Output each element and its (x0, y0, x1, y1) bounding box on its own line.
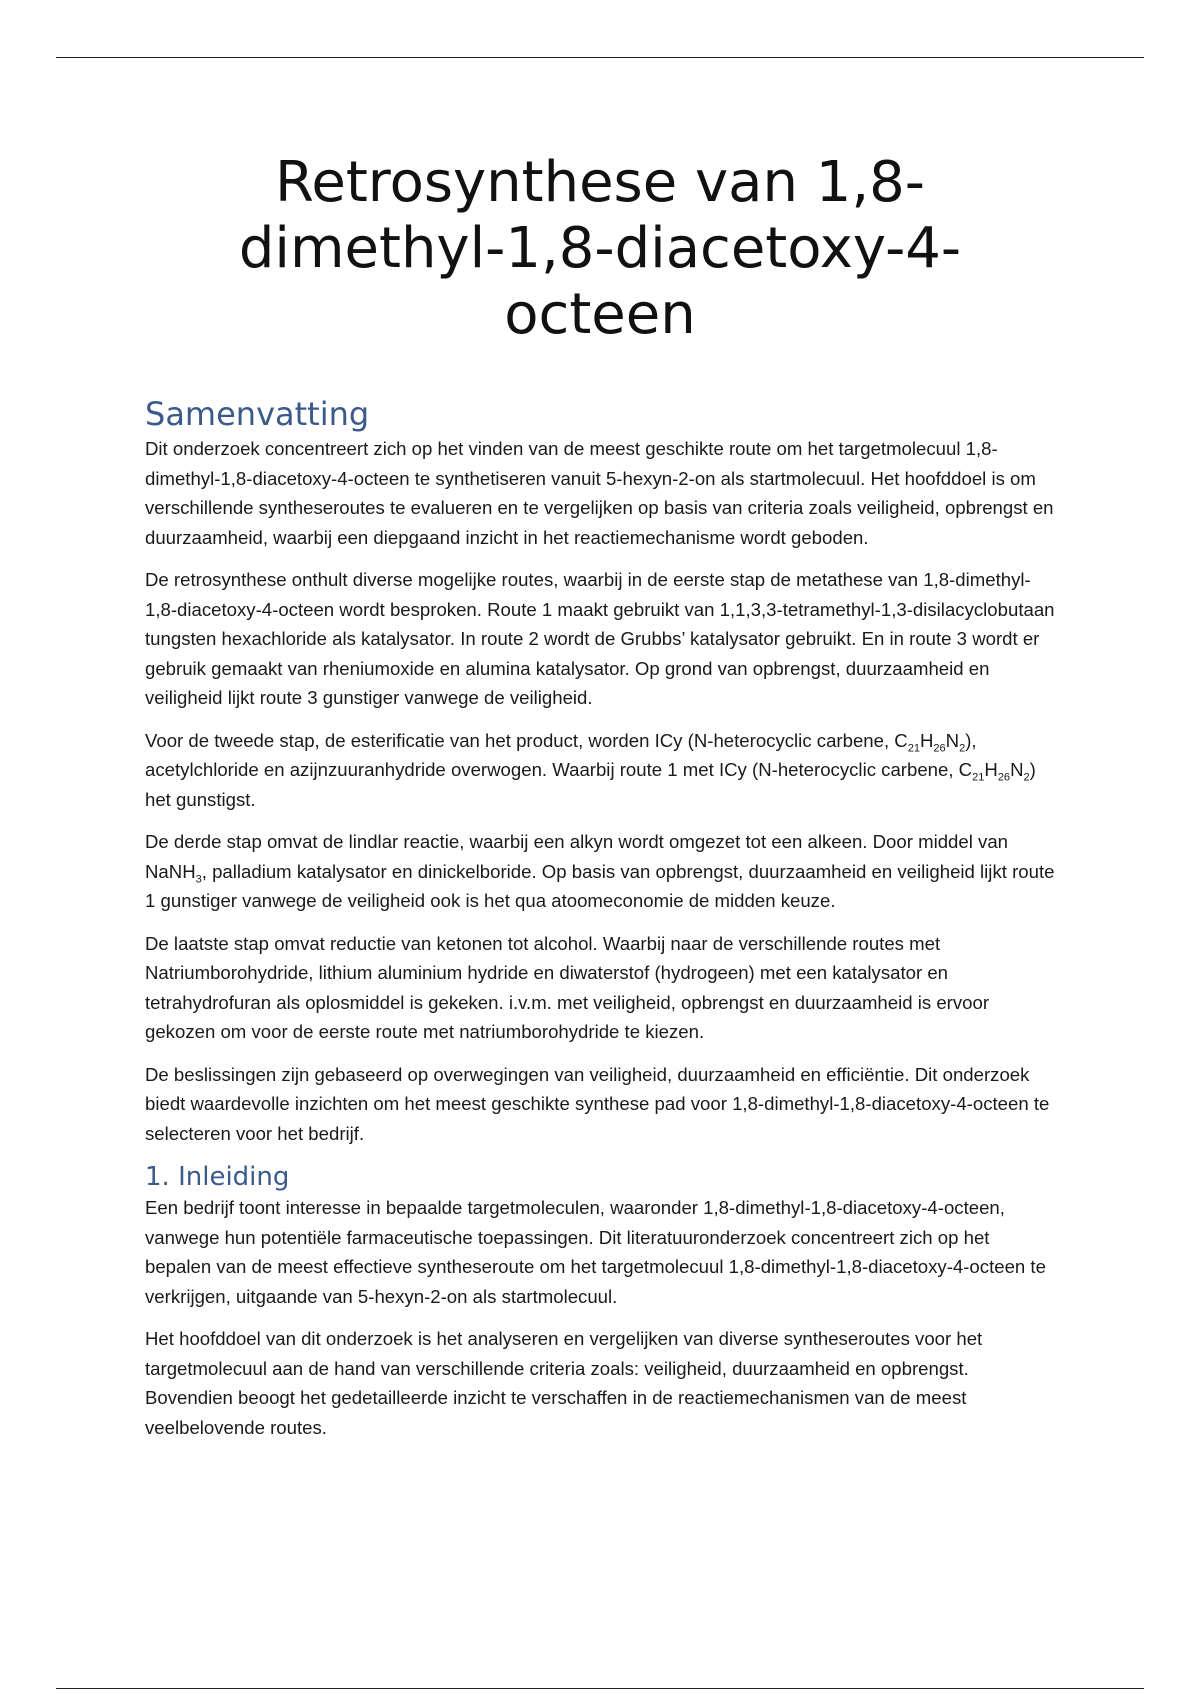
text-fragment: N (945, 729, 960, 751)
text-fragment: ), acetylchloride en azijnzuuranhydride overwogen. Waarbij route 1 met ICy (N-heterocyclic carbene, C (145, 729, 977, 780)
summary-paragraph-1: Dit onderzoek concentreert zich op het vinden van de meest geschikte route om het targetmolecuul 1,8-dimethyl-1,8-diacetoxy-4-octeen te synthetiseren vanuit 5-hexyn-2-on als startmolecuul. Het hoofddoel is om verschillende syntheseroutes te evalueren en te vergelijken op basis van criteria zoals veiligheid, opbrengst en duurzaamheid, waarbij een diepgaand inzicht in het reactiemechanisme wordt geboden. (145, 438, 1054, 548)
text-fragment: H (984, 759, 998, 780)
subscript: 26 (997, 771, 1011, 784)
footer-rule (56, 1688, 1144, 1689)
subscript: 3 (195, 873, 202, 886)
document-body (145, 394, 1057, 1455)
text-fragment: N (1010, 759, 1024, 780)
subscript: 21 (972, 771, 985, 784)
header-rule (56, 57, 1144, 58)
intro-paragraph-1: Een bedrijf toont interesse in bepaalde targetmoleculen, waaronder 1,8-dimethyl-1,8-diacetoxy-4-octeen, vanwege hun potentiële farmaceutische toepassingen. Dit literatuuronderzoek concentreert zich op het bepalen van de meest effectieve syntheseroute om het targetmolecuul 1,8-dimethyl-1,8-diacetoxy-4-octeen te verkrijgen, uitgaande van 5-hexyn-2-on als startmolecuul. (145, 1197, 1046, 1307)
text-fragment: H (919, 729, 934, 751)
subscript: 21 (907, 742, 920, 755)
subscript: 2 (959, 742, 966, 755)
summary-paragraph-4 (145, 827, 1057, 916)
text-fragment: ) het gunstigst. (145, 759, 1036, 810)
summary-paragraph-2: De retrosynthese onthult diverse mogelijke routes, waarbij in de eerste stap de metathese van 1,8-dimethyl-1,8-diacetoxy-4-octeen wordt besproken. Route 1 maakt gebruikt van 1,1,3,3-tetramethyl-1,3-disilacyclobutaan tungsten hexachloride als katalysator. In route 2 wordt de Grubbs’ katalysator gebruikt. En in route 3 wordt er gebruik gemaakt van rheniumoxide en alumina katalysator. Op grond van opbrengst, duurzaamheid en veiligheid lijkt route 3 gunstiger vanwege de veiligheid. (145, 569, 1055, 708)
text-fragment: Voor de tweede stap, de esterificatie van het product, worden ICy (N-heterocyclic carbene, C (145, 729, 908, 751)
summary-paragraph-6: De beslissingen zijn gebaseerd op overwegingen van veiligheid, duurzaamheid en efficiëntie. Dit onderzoek biedt waardevolle inzichten om het meest geschikte synthese pad voor 1,8-dimethyl-1,8-diacetoxy-4-octeen te selecteren voor het bedrijf. (145, 1063, 1050, 1144)
subscript: 2 (1023, 771, 1030, 784)
text-fragment: , palladium katalysator en dinickelboride. Op basis van opbrengst, duurzaamheid en veiligheid lijkt route 1 gunstiger vanwege de veiligheid ook is het qua atoomeconomie de midden keuze. (145, 860, 1055, 911)
document-title: Retrosynthese van 1,8-dimethyl-1,8-diacetoxy-4-octeen (238, 150, 962, 347)
summary-heading: Samenvatting (145, 395, 370, 433)
subscript: 26 (933, 742, 946, 755)
intro-paragraph-2: Het hoofddoel van dit onderzoek is het analyseren en vergelijken van diverse syntheseroutes voor het targetmolecuul aan de hand van verschillende criteria zoals: veiligheid, duurzaamheid en opbrengst. Bovendien beoogt het gedetailleerde inzicht te verschaffen in de reactiemechanismen van de meest veelbelovende routes. (145, 1328, 983, 1438)
intro-heading: 1. Inleiding (145, 1162, 290, 1192)
summary-paragraph-3 (145, 726, 1057, 815)
summary-paragraph-5: De laatste stap omvat reductie van ketonen tot alcohol. Waarbij naar de verschillende routes met Natriumborohydride, lithium aluminium hydride en diwaterstof (hydrogeen) met een katalysator en tetrahydrofuran als oplosmiddel is gekeken. i.v.m. met veiligheid, opbrengst en duurzaamheid is ervoor gekozen om voor de eerste route met natriumborohydride te kiezen. (145, 932, 990, 1042)
text-fragment: De derde stap omvat de lindlar reactie, waarbij een alkyn wordt omgezet tot een alkeen. Door middel van NaNH (145, 831, 1009, 882)
